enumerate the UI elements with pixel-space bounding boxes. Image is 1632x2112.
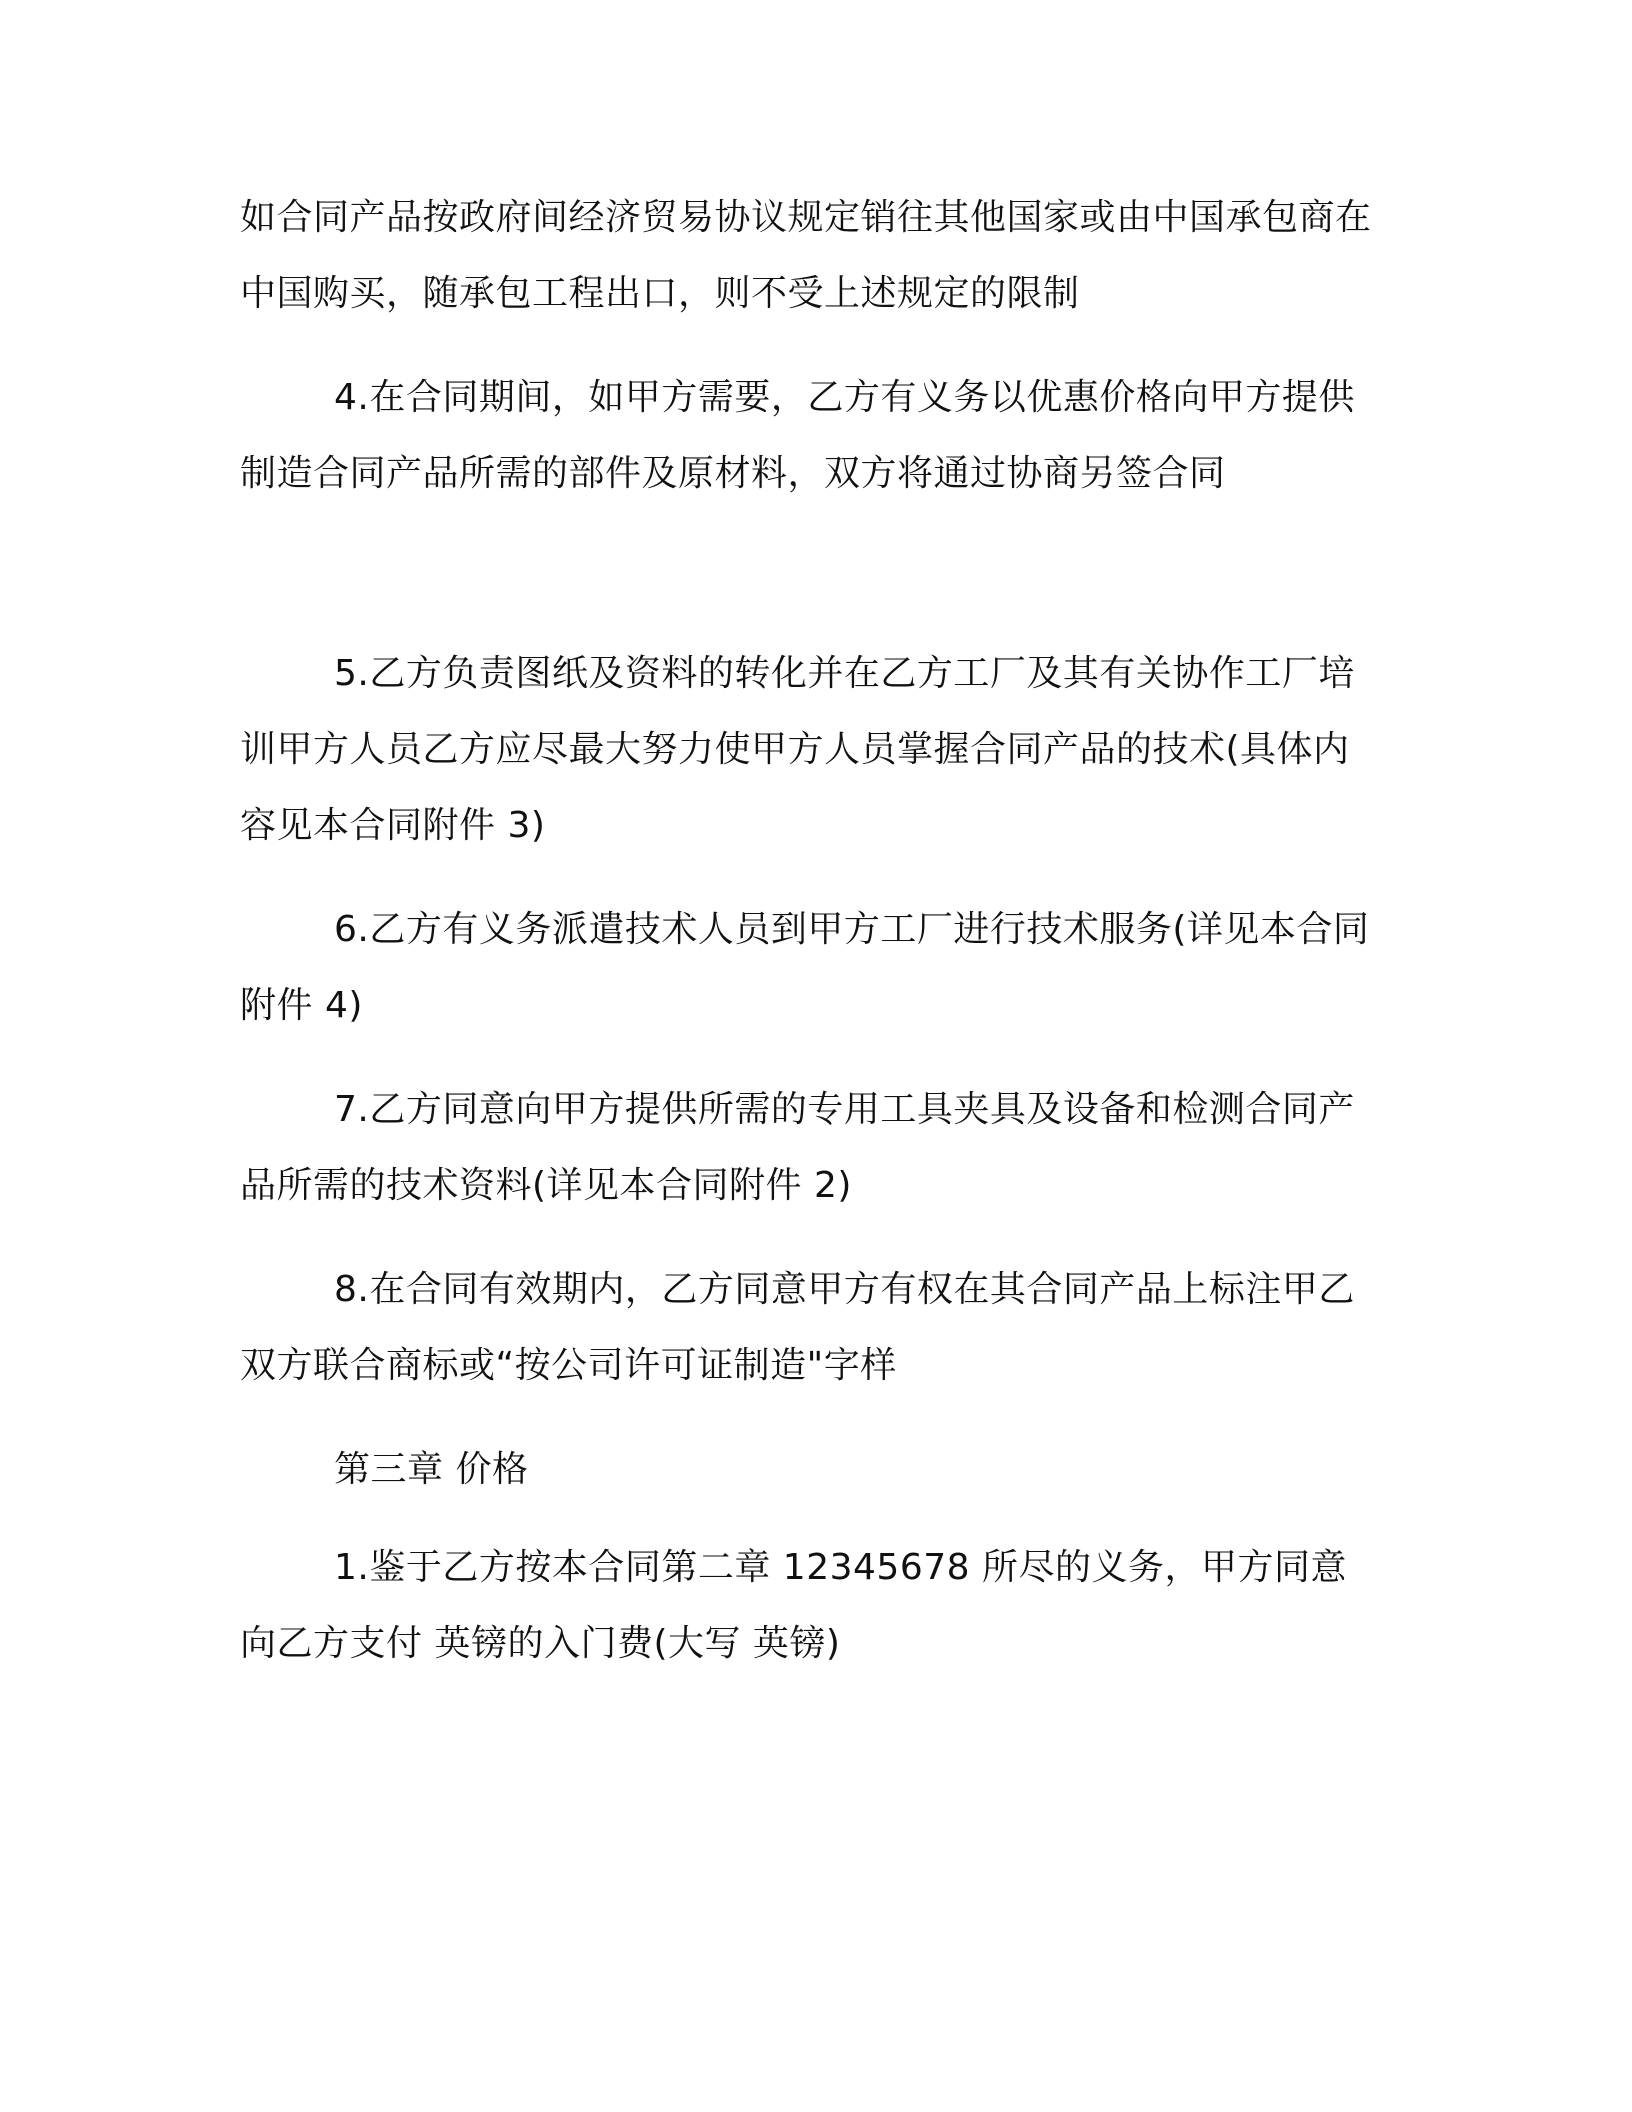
paragraph-clause-8: 8.在合同有效期内，乙方同意甲方有权在其合同产品上标注甲乙双方联合商标或“按公司许可证制造"字样 [240, 1269, 1355, 1386]
paragraph-export-restriction: 如合同产品按政府间经济贸易协议规定销往其他国家或由中国承包商在中国购买，随承包工程出口，则不受上述规定的限制 [240, 197, 1372, 314]
chapter-heading: 第三章 价格 [334, 1449, 529, 1490]
paragraph-clause-4: 4.在合同期间，如甲方需要，乙方有义务以优惠价格向甲方提供制造合同产品所需的部件及原材料，双方将通过协商另签合同 [240, 377, 1355, 494]
paragraph-price-clause-1: 1.鉴于乙方按本合同第二章 12345678 所尽的义务，甲方同意向乙方支付 英镑的入门费(大写 英镑) [240, 1547, 1347, 1664]
paragraph-clause-6: 6.乙方有义务派遣技术人员到甲方工厂进行技术服务(详见本合同附件 4) [240, 909, 1370, 1026]
paragraph-clause-5: 5.乙方负责图纸及资料的转化并在乙方工厂及其有关协作工厂培训甲方人员乙方应尽最大努力使甲方人员掌握合同产品的技术(具体内容见本合同附件 3) [240, 653, 1355, 846]
paragraph-clause-7: 7.乙方同意向甲方提供所需的专用工具夹具及设备和检测合同产品所需的技术资料(详见本合同附件 2) [240, 1089, 1355, 1206]
